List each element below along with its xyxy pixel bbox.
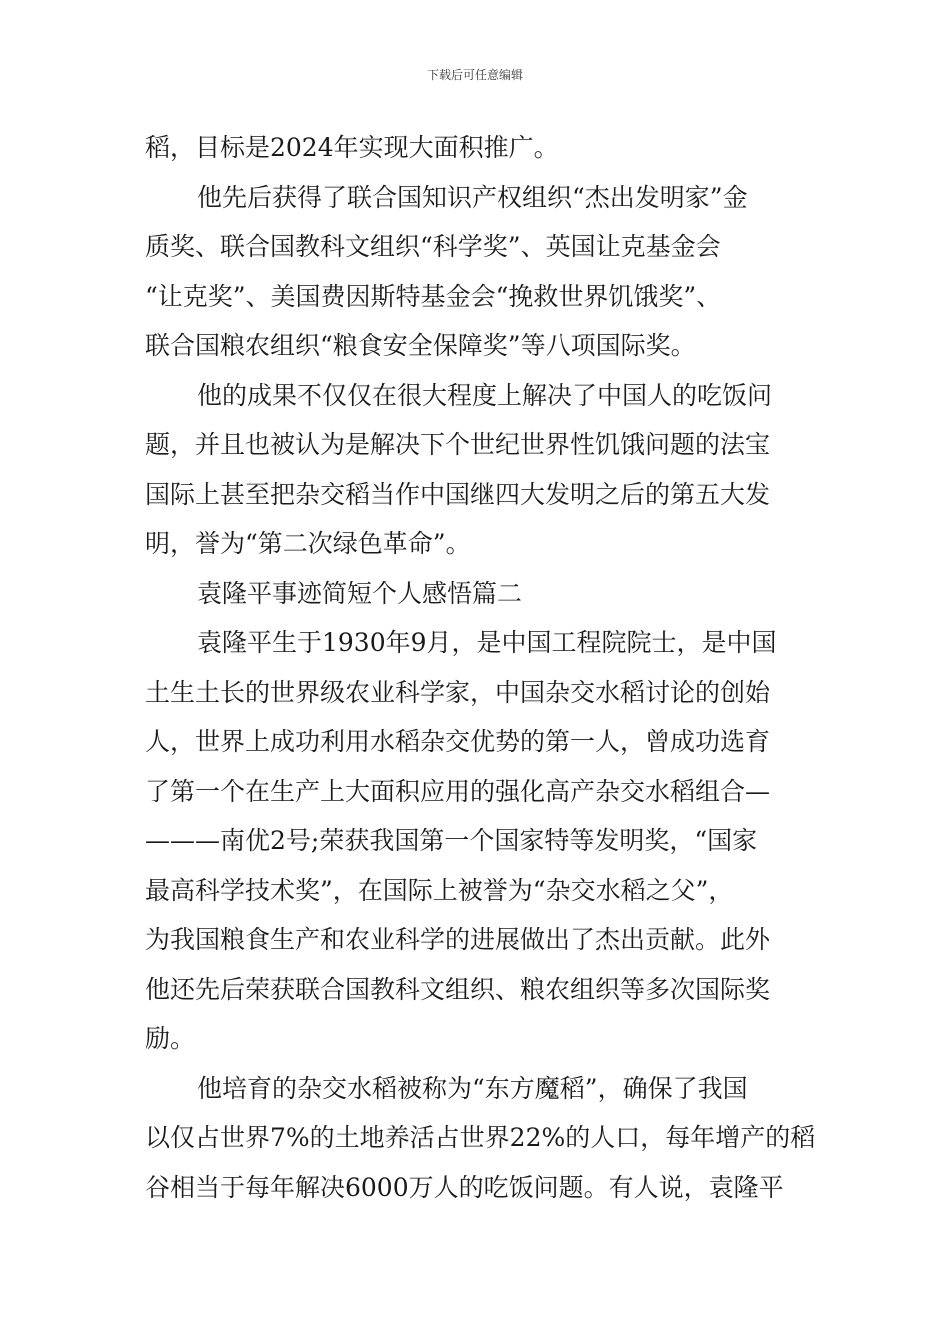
text-line: 联合国粮农组织“粮食安全保障奖”等八项国际奖。 [145,331,696,360]
text-line: 最高科学技术奖”，在国际上被誉为“杂交水稻之父”， [145,875,734,905]
text-line: 谷相当于每年解决6000万人的吃饭问题。有人说，袁隆平 [145,1172,784,1202]
text-line: 明，誉为“第二次绿色革命”。 [145,529,471,558]
section-heading: 袁隆平事迹简短个人感悟篇二 [197,578,523,608]
text-line: 国际上甚至把杂交稻当作中国继四大发明之后的第五大发 [145,479,771,509]
page-header: 下载后可任意编辑 [426,68,523,82]
text-line: 题，并且也被认为是解决下个世纪世界性饥饿问题的法宝 [145,430,771,459]
paragraph-start-line: 袁隆平生于1930年9月，是中国工程院院士，是中国 [197,628,777,657]
text-line: 土生土长的世界级农业科学家，中国杂交水稻讨论的创始 [145,677,771,707]
text-line: ———南优2号;荣获我国第一个国家特等发明奖，“国家 [145,826,758,855]
text-line: 质奖、联合国教科文组织“科学奖”、英国让克基金会 [145,232,721,261]
text-line: 他还先后荣获联合国教科文组织、粮农组织等多次国际奖 [145,974,771,1004]
text-line: 了第一个在生产上大面积应用的强化高产杂交水稻组合— [145,776,771,806]
paragraph-start-line: 他培育的杂交水稻被称为“东方魔稻”，确保了我国 [197,1073,748,1103]
text-line: 励。 [145,1024,196,1053]
text-line: 以仅占世界7%的土地养活占世界22%的人口，每年增产的稻 [145,1123,816,1152]
text-line: 人，世界上成功利用水稻杂交优势的第一人，曾成功选育 [145,727,771,756]
text-line: 为我国粮食生产和农业科学的进展做出了杰出贡献。此外 [145,925,771,954]
document-body [145,123,815,1212]
text-line: “让克奖”、美国费因斯特基金会“挽救世界饥饿奖”、 [145,281,722,311]
paragraph-start-line: 他的成果不仅仅在很大程度上解决了中国人的吃饭问 [197,380,773,410]
paragraph-start-line: 他先后获得了联合国知识产权组织“杰出发明家”金 [197,182,748,212]
text-line: 稻，目标是2024年实现大面积推广。 [145,133,559,162]
